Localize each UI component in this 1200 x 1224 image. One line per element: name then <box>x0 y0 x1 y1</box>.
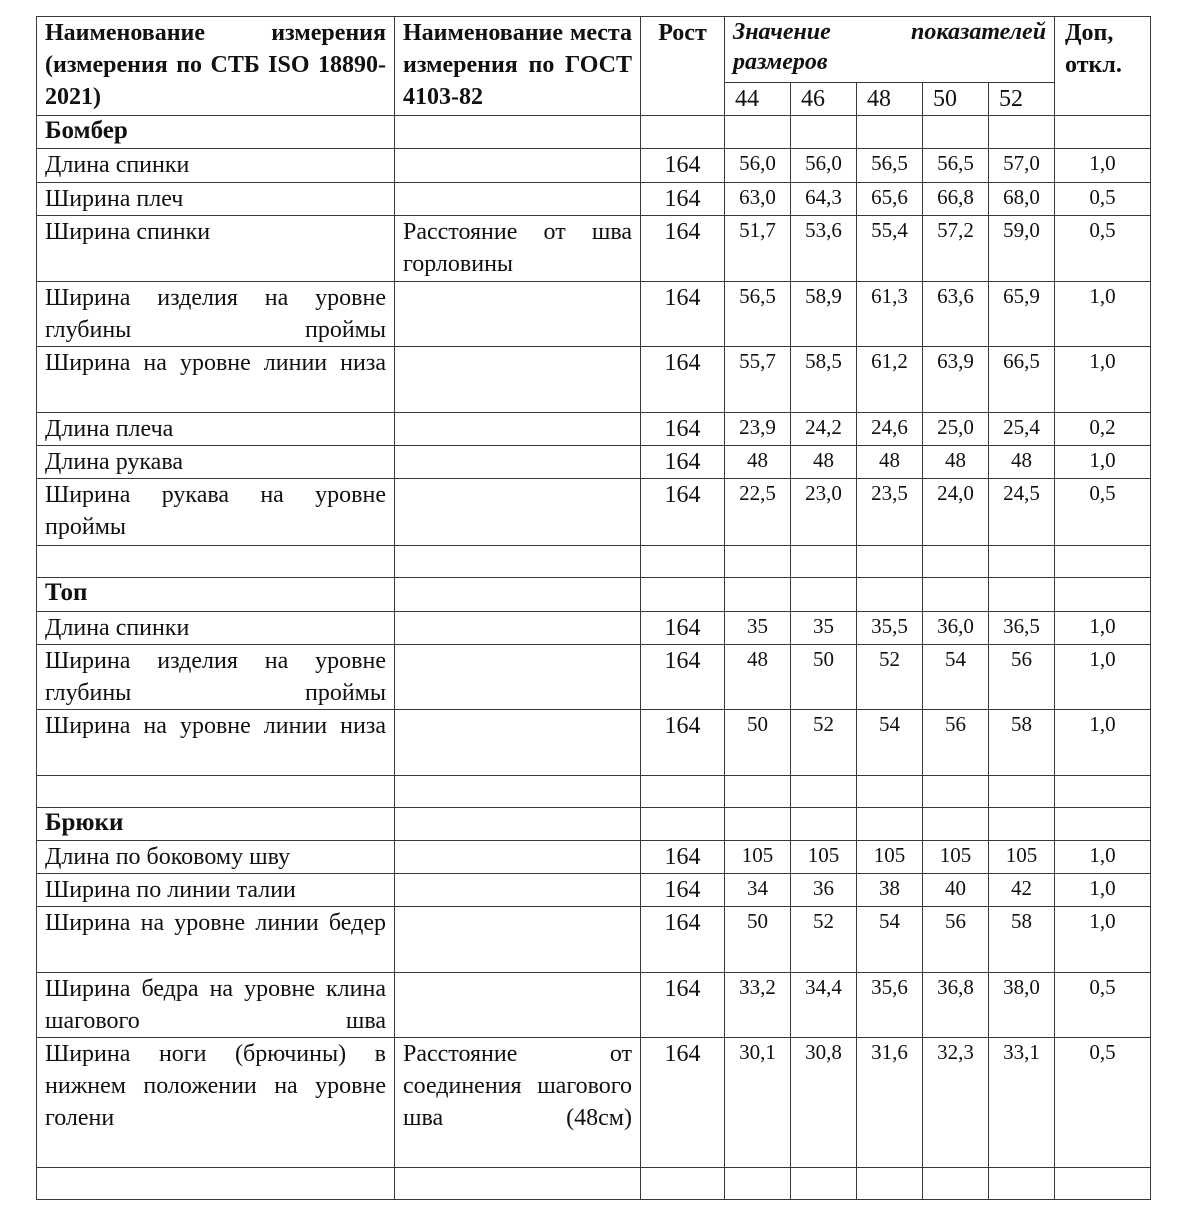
measurement-name: Ширина изделия на уровне глубины проймы <box>37 282 395 347</box>
size-value: 23,9 <box>725 413 791 446</box>
size-value: 50 <box>725 710 791 776</box>
measurement-place <box>395 973 641 1038</box>
size-value: 105 <box>791 841 857 874</box>
table-row <box>37 413 1151 446</box>
size-value: 35 <box>725 612 791 645</box>
size-value: 56 <box>923 710 989 776</box>
measurement-place <box>395 413 641 446</box>
size-value: 51,7 <box>725 216 791 282</box>
size-value: 58 <box>989 907 1055 973</box>
measurement-place: Расстояние от шва горловины <box>395 216 641 282</box>
size-value: 58,5 <box>791 347 857 413</box>
spacer-empty-cell <box>923 776 989 808</box>
size-value: 56 <box>989 645 1055 710</box>
height-value: 164 <box>641 612 725 645</box>
measurement-place <box>395 479 641 546</box>
height-value: 164 <box>641 446 725 479</box>
spacer-empty-cell <box>989 776 1055 808</box>
tolerance-value: 0,2 <box>1055 413 1151 446</box>
size-value: 55,7 <box>725 347 791 413</box>
measurement-name: Ширина изделия на уровне глубины проймы <box>37 645 395 710</box>
size-value: 52 <box>857 645 923 710</box>
height-value: 164 <box>641 710 725 776</box>
height-value: 164 <box>641 973 725 1038</box>
size-value: 24,5 <box>989 479 1055 546</box>
section-empty-cell <box>395 578 641 612</box>
spacer-empty-cell <box>395 776 641 808</box>
measurement-place <box>395 282 641 347</box>
measurement-place <box>395 710 641 776</box>
measurement-name: Длина рукава <box>37 446 395 479</box>
spacer-row <box>37 776 1151 808</box>
size-value: 32,3 <box>923 1038 989 1168</box>
table-row <box>37 282 1151 347</box>
table-row <box>37 710 1151 776</box>
table-row <box>37 973 1151 1038</box>
size-value: 42 <box>989 874 1055 907</box>
size-value: 63,9 <box>923 347 989 413</box>
header-size-52: 52 <box>989 83 1055 116</box>
spacer-row <box>37 1168 1151 1200</box>
measurement-place <box>395 612 641 645</box>
size-value: 33,2 <box>725 973 791 1038</box>
size-value: 54 <box>857 710 923 776</box>
header-measurement-name: Наименование измерения (измерения по СТБ ISO 18890-2021) <box>37 17 395 116</box>
height-value: 164 <box>641 216 725 282</box>
header-measurement-place: Наименование места измерения по ГОСТ 4103-82 <box>395 17 641 116</box>
measurement-place <box>395 874 641 907</box>
section-empty-cell <box>395 116 641 149</box>
size-value: 56,5 <box>725 282 791 347</box>
spacer-empty-cell <box>857 546 923 578</box>
spacer-empty-cell <box>923 546 989 578</box>
size-value: 68,0 <box>989 183 1055 216</box>
section-empty-cell <box>989 578 1055 612</box>
spacer-empty-cell <box>857 776 923 808</box>
tolerance-value: 0,5 <box>1055 216 1151 282</box>
size-value: 52 <box>791 710 857 776</box>
size-value: 23,0 <box>791 479 857 546</box>
size-value: 34,4 <box>791 973 857 1038</box>
size-value: 64,3 <box>791 183 857 216</box>
height-value: 164 <box>641 841 725 874</box>
table-row <box>37 216 1151 282</box>
size-value: 53,6 <box>791 216 857 282</box>
spacer-empty-cell <box>923 1168 989 1200</box>
measurement-place <box>395 907 641 973</box>
spacer-empty-cell <box>989 1168 1055 1200</box>
section-empty-cell <box>725 808 791 841</box>
measurement-place: Расстояние от соединения шагового шва (48см) <box>395 1038 641 1168</box>
section-empty-cell <box>857 116 923 149</box>
tolerance-value: 0,5 <box>1055 973 1151 1038</box>
spacer-empty-cell <box>37 546 395 578</box>
measurement-name: Ширина рукава на уровне проймы <box>37 479 395 546</box>
section-title: Брюки <box>37 808 395 841</box>
spacer-empty-cell <box>791 776 857 808</box>
size-value: 34 <box>725 874 791 907</box>
height-value: 164 <box>641 183 725 216</box>
spacer-empty-cell <box>725 776 791 808</box>
size-value: 56,0 <box>725 149 791 183</box>
section-empty-cell <box>725 578 791 612</box>
size-value: 31,6 <box>857 1038 923 1168</box>
measurement-name: Ширина спинки <box>37 216 395 282</box>
size-value: 22,5 <box>725 479 791 546</box>
size-value: 58 <box>989 710 1055 776</box>
measurement-name: Ширина бедра на уровне клина шагового шва <box>37 973 395 1038</box>
size-value: 38 <box>857 874 923 907</box>
header-height: Рост <box>641 17 725 116</box>
size-value: 56,0 <box>791 149 857 183</box>
size-value: 66,5 <box>989 347 1055 413</box>
spacer-empty-cell <box>395 1168 641 1200</box>
size-value: 56 <box>923 907 989 973</box>
spacer-empty-cell <box>37 1168 395 1200</box>
height-value: 164 <box>641 282 725 347</box>
section-row <box>37 116 1151 149</box>
spacer-empty-cell <box>37 776 395 808</box>
measurement-name: Длина спинки <box>37 149 395 183</box>
size-value: 52 <box>791 907 857 973</box>
header-size-values: Значение показателей размеров <box>725 17 1055 83</box>
table-row <box>37 446 1151 479</box>
size-value: 48 <box>725 446 791 479</box>
tolerance-value: 1,0 <box>1055 907 1151 973</box>
size-value: 61,3 <box>857 282 923 347</box>
size-value: 30,8 <box>791 1038 857 1168</box>
spacer-empty-cell <box>1055 776 1151 808</box>
tolerance-value: 1,0 <box>1055 282 1151 347</box>
section-row <box>37 808 1151 841</box>
table-row <box>37 645 1151 710</box>
tolerance-value: 1,0 <box>1055 446 1151 479</box>
section-empty-cell <box>791 808 857 841</box>
measurement-name: Ширина на уровне линии бедер <box>37 907 395 973</box>
section-empty-cell <box>989 808 1055 841</box>
spacer-empty-cell <box>725 1168 791 1200</box>
section-title: Топ <box>37 578 395 612</box>
height-value: 164 <box>641 874 725 907</box>
section-empty-cell <box>989 116 1055 149</box>
spacer-empty-cell <box>1055 1168 1151 1200</box>
table-row <box>37 479 1151 546</box>
header-size-50: 50 <box>923 83 989 116</box>
size-value: 48 <box>923 446 989 479</box>
measurement-name: Ширина плеч <box>37 183 395 216</box>
section-empty-cell <box>641 808 725 841</box>
size-value: 48 <box>989 446 1055 479</box>
size-value: 25,0 <box>923 413 989 446</box>
size-value: 24,0 <box>923 479 989 546</box>
table-row <box>37 612 1151 645</box>
size-value: 65,9 <box>989 282 1055 347</box>
tolerance-value: 0,5 <box>1055 479 1151 546</box>
table-row <box>37 183 1151 216</box>
size-value: 48 <box>725 645 791 710</box>
size-value: 23,5 <box>857 479 923 546</box>
spacer-empty-cell <box>791 1168 857 1200</box>
size-value: 35,5 <box>857 612 923 645</box>
size-value: 30,1 <box>725 1038 791 1168</box>
size-value: 65,6 <box>857 183 923 216</box>
size-value: 105 <box>989 841 1055 874</box>
measurement-place <box>395 841 641 874</box>
size-value: 40 <box>923 874 989 907</box>
table-row <box>37 841 1151 874</box>
section-empty-cell <box>857 808 923 841</box>
size-value: 33,1 <box>989 1038 1055 1168</box>
height-value: 164 <box>641 347 725 413</box>
tolerance-value: 1,0 <box>1055 710 1151 776</box>
section-empty-cell <box>1055 578 1151 612</box>
spacer-empty-cell <box>641 546 725 578</box>
section-empty-cell <box>923 578 989 612</box>
measurements-table <box>36 16 1151 1200</box>
size-value: 24,6 <box>857 413 923 446</box>
section-empty-cell <box>791 116 857 149</box>
size-value: 48 <box>791 446 857 479</box>
section-empty-cell <box>1055 808 1151 841</box>
measurement-name: Длина спинки <box>37 612 395 645</box>
measurement-name: Ширина ноги (брючины) в нижнем положении на уровне голени <box>37 1038 395 1168</box>
tolerance-value: 1,0 <box>1055 347 1151 413</box>
size-value: 36,0 <box>923 612 989 645</box>
section-empty-cell <box>1055 116 1151 149</box>
height-value: 164 <box>641 1038 725 1168</box>
measurement-place <box>395 347 641 413</box>
size-value: 61,2 <box>857 347 923 413</box>
measurement-name: Ширина на уровне линии низа <box>37 347 395 413</box>
size-value: 54 <box>857 907 923 973</box>
section-empty-cell <box>641 116 725 149</box>
size-value: 48 <box>857 446 923 479</box>
tolerance-value: 1,0 <box>1055 874 1151 907</box>
section-empty-cell <box>791 578 857 612</box>
measurement-place <box>395 183 641 216</box>
size-value: 35,6 <box>857 973 923 1038</box>
tolerance-value: 0,5 <box>1055 183 1151 216</box>
measurement-name: Ширина на уровне линии низа <box>37 710 395 776</box>
header-size-48: 48 <box>857 83 923 116</box>
size-value: 25,4 <box>989 413 1055 446</box>
tolerance-value: 0,5 <box>1055 1038 1151 1168</box>
section-empty-cell <box>725 116 791 149</box>
size-value: 35 <box>791 612 857 645</box>
table-row <box>37 347 1151 413</box>
section-empty-cell <box>923 116 989 149</box>
measurement-place <box>395 149 641 183</box>
size-value: 36,8 <box>923 973 989 1038</box>
height-value: 164 <box>641 413 725 446</box>
measurement-name: Ширина по линии талии <box>37 874 395 907</box>
table-row <box>37 1038 1151 1168</box>
section-title: Бомбер <box>37 116 395 149</box>
size-value: 58,9 <box>791 282 857 347</box>
tolerance-value: 1,0 <box>1055 149 1151 183</box>
header-size-46: 46 <box>791 83 857 116</box>
size-value: 56,5 <box>923 149 989 183</box>
header-tolerance: Доп, откл. <box>1055 17 1151 116</box>
size-value: 56,5 <box>857 149 923 183</box>
size-value: 36 <box>791 874 857 907</box>
spacer-empty-cell <box>1055 546 1151 578</box>
size-value: 59,0 <box>989 216 1055 282</box>
spacer-empty-cell <box>857 1168 923 1200</box>
size-value: 54 <box>923 645 989 710</box>
size-value: 57,2 <box>923 216 989 282</box>
measurement-place <box>395 645 641 710</box>
tolerance-value: 1,0 <box>1055 841 1151 874</box>
size-value: 63,0 <box>725 183 791 216</box>
size-value: 36,5 <box>989 612 1055 645</box>
spacer-empty-cell <box>641 1168 725 1200</box>
section-empty-cell <box>923 808 989 841</box>
table-row <box>37 874 1151 907</box>
measurement-name: Длина по боковому шву <box>37 841 395 874</box>
size-value: 38,0 <box>989 973 1055 1038</box>
size-value: 55,4 <box>857 216 923 282</box>
section-empty-cell <box>641 578 725 612</box>
height-value: 164 <box>641 149 725 183</box>
tolerance-value: 1,0 <box>1055 612 1151 645</box>
section-empty-cell <box>857 578 923 612</box>
height-value: 164 <box>641 645 725 710</box>
table-row <box>37 149 1151 183</box>
header-size-44: 44 <box>725 83 791 116</box>
spacer-empty-cell <box>725 546 791 578</box>
measurement-place <box>395 446 641 479</box>
size-value: 50 <box>725 907 791 973</box>
section-row <box>37 578 1151 612</box>
spacer-empty-cell <box>641 776 725 808</box>
size-value: 24,2 <box>791 413 857 446</box>
size-value: 105 <box>923 841 989 874</box>
spacer-empty-cell <box>791 546 857 578</box>
section-empty-cell <box>395 808 641 841</box>
size-value: 57,0 <box>989 149 1055 183</box>
size-value: 66,8 <box>923 183 989 216</box>
size-value: 105 <box>725 841 791 874</box>
spacer-row <box>37 546 1151 578</box>
measurement-name: Длина плеча <box>37 413 395 446</box>
size-value: 50 <box>791 645 857 710</box>
size-value: 105 <box>857 841 923 874</box>
height-value: 164 <box>641 907 725 973</box>
spacer-empty-cell <box>395 546 641 578</box>
table-row <box>37 907 1151 973</box>
height-value: 164 <box>641 479 725 546</box>
spacer-empty-cell <box>989 546 1055 578</box>
tolerance-value: 1,0 <box>1055 645 1151 710</box>
size-value: 63,6 <box>923 282 989 347</box>
